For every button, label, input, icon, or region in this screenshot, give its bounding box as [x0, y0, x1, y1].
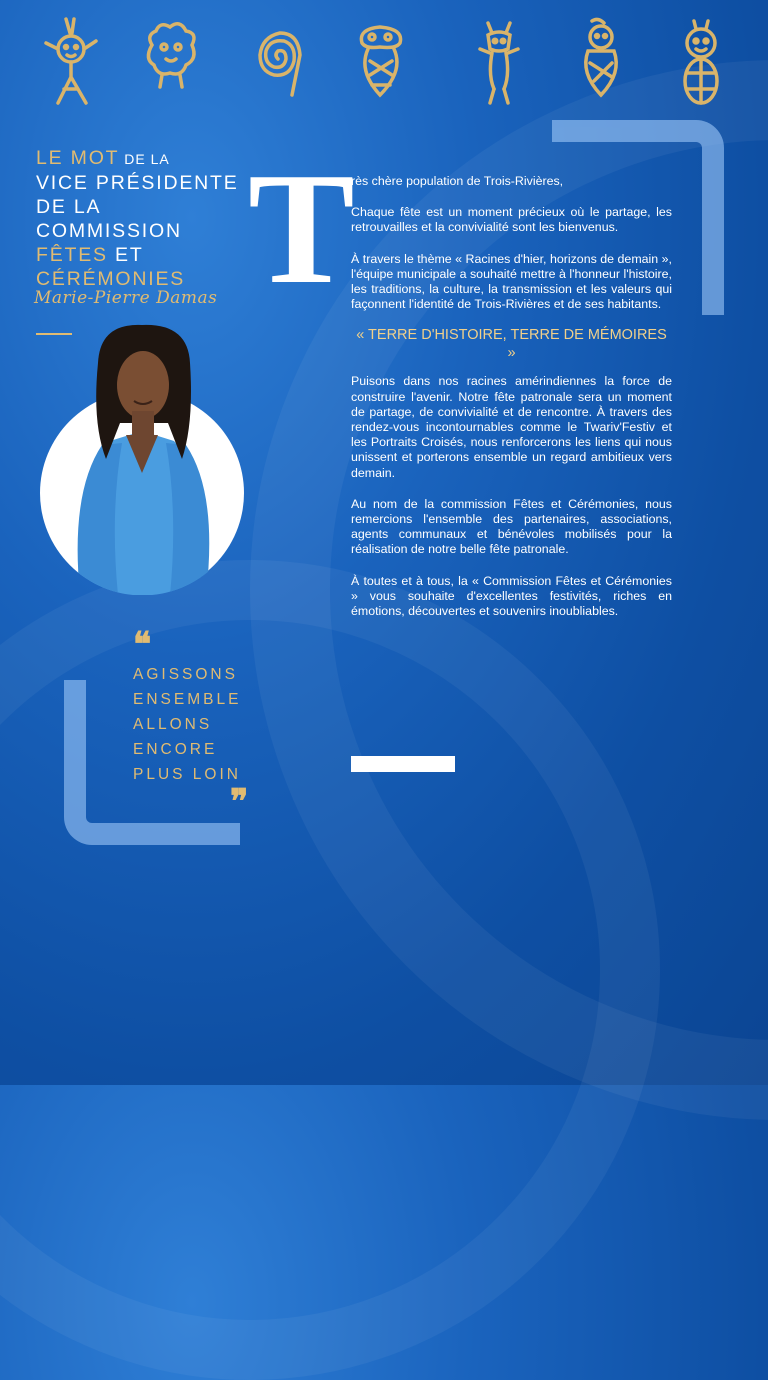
slogan-line: ALLONS: [133, 716, 213, 733]
letter-body: [351, 174, 672, 635]
title-part: VICE PRÉSIDENTE: [36, 172, 239, 194]
slogan-quote: [133, 662, 241, 787]
letter-heading: « TERRE D'HISTOIRE, TERRE DE MÉMOIRES »: [356, 327, 667, 362]
petroglyph-swaddled-icon: [570, 15, 632, 107]
title-part: LE MOT: [36, 147, 120, 169]
slogan-line: PLUS LOIN: [133, 766, 241, 783]
petroglyph-face-icon: [140, 15, 202, 107]
letter-paragraph: À toutes et à tous, la « Commission Fêtes et Cérémonies » vous souhaite d'excellentes festivités, riches en émotions, découvertes et souvenirs inoubliables.: [351, 573, 672, 619]
title-part: COMMISSION: [36, 220, 182, 242]
title-part: CÉRÉMONIES: [36, 268, 186, 290]
letter-paragraph: Puisons dans nos racines amérindiennes la force de construire l'avenir. Notre fête patronale sera un moment de partage, de convivialité et de rencontre. À travers des rendez-vous incontournables comme le Twariv'Festiv et les Portraits Croisés, nous renforcerons les liens qui nous unissent et porterons ensemble un regard ambitieux vers demain.: [351, 374, 672, 480]
title-part: FÊTES: [36, 244, 108, 266]
title-part: DE LA: [36, 196, 102, 218]
decorative-white-bar: [351, 756, 455, 772]
petroglyph-spiral-icon: [248, 15, 310, 107]
letter-paragraph: À travers le thème « Racines d'hier, horizons de demain », l'équipe municipale a souhaité mettre à l'honneur l'histoire, les traditions, la culture, la transmission et les valeurs qui façonnent l'identité de Trois-Rivières et de ses habitants.: [351, 251, 672, 312]
petroglyph-figure-icon: [40, 15, 102, 107]
petroglyph-head-icon: [670, 15, 732, 107]
title-part: DE LA: [119, 151, 170, 167]
slogan-line: AGISSONS: [133, 666, 238, 683]
drop-cap: T: [248, 139, 355, 317]
letter-paragraph: Au nom de la commission Fêtes et Cérémonies, nous remercions l'ensemble des partenaires, associations, agents communaux et bénévoles mobilisés pour la réalisation de notre belle fête patronale.: [351, 496, 672, 557]
slogan-line: ENCORE: [133, 741, 218, 758]
page-title: [36, 146, 256, 291]
slogan-line: ENSEMBLE: [133, 691, 242, 708]
title-part: ET: [107, 244, 144, 266]
letter-greeting: rès chère population de Trois-Rivières,: [351, 174, 564, 188]
portrait-photo: [40, 323, 245, 595]
petroglyph-creature-icon: [468, 15, 530, 107]
petroglyph-mask-icon: [350, 15, 412, 107]
close-quote-mark: ❞: [230, 782, 249, 822]
open-quote-mark: ❝: [133, 625, 152, 665]
letter-paragraph: Chaque fête est un moment précieux où le partage, les retrouvailles et la convivialité sont les bienvenus.: [351, 205, 672, 235]
signature: Marie-Pierre Damas: [34, 288, 218, 308]
petroglyph-icons-row: [40, 15, 730, 110]
